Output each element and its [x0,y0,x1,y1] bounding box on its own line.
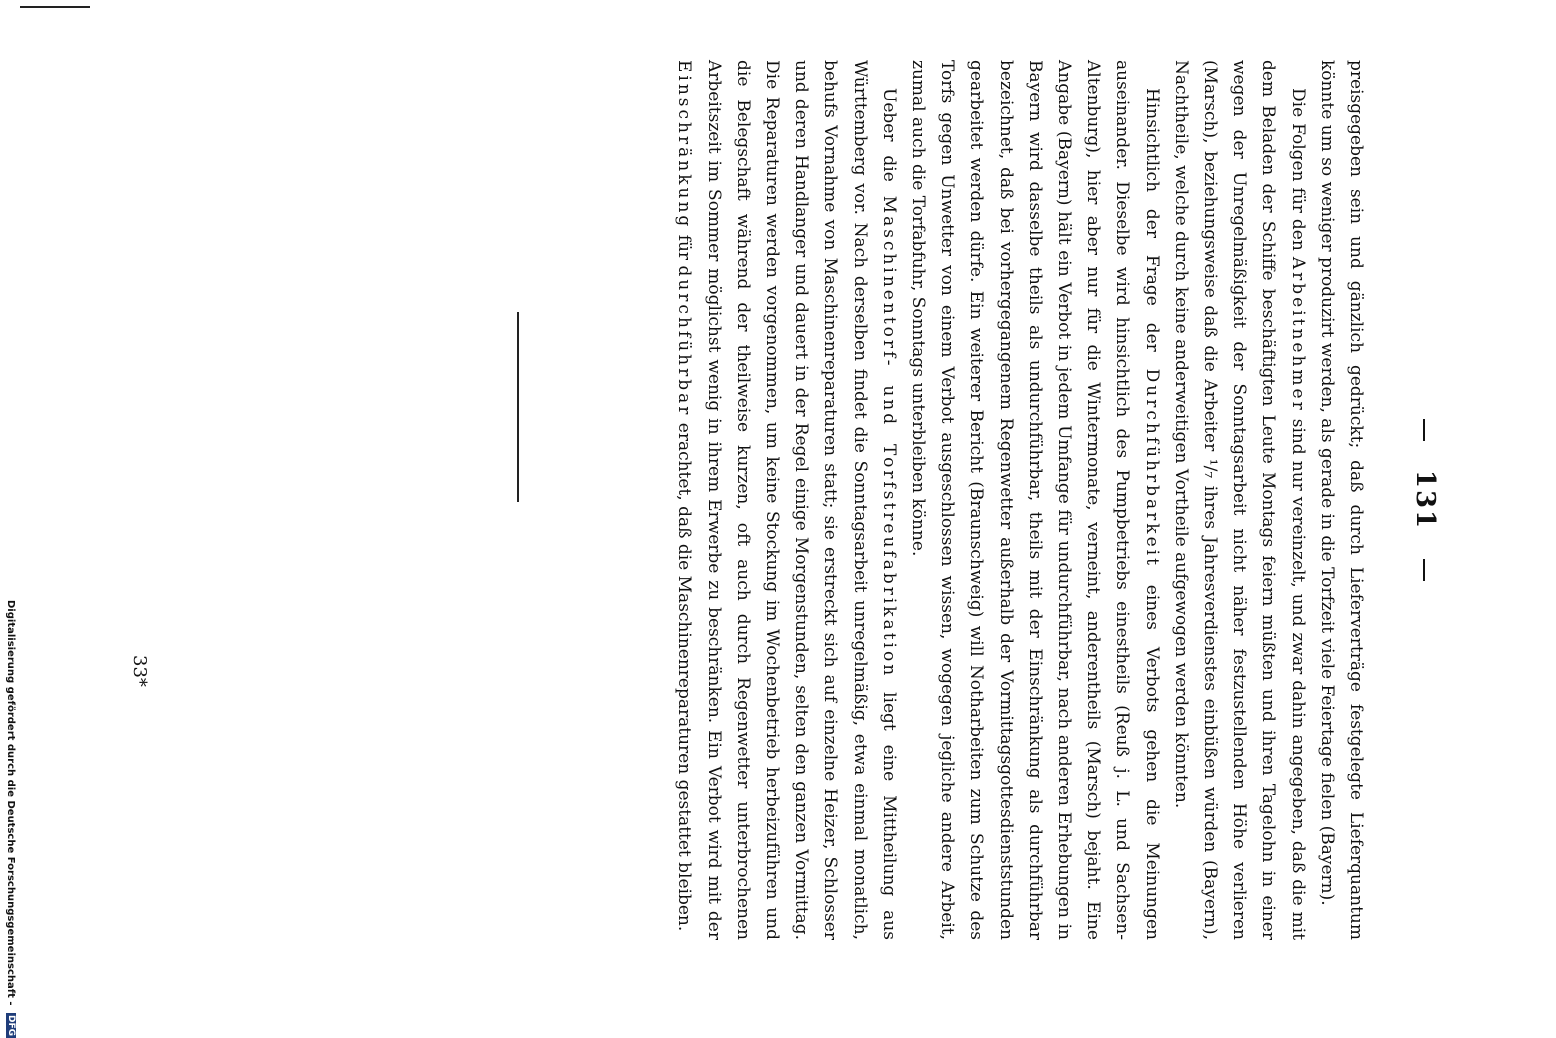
paragraph [903,60,1166,940]
paragraph-lead: Ueber die [878,88,899,182]
paragraph-lead: Die Folgen für den [1287,88,1308,251]
paragraph-emphasis: Einschränkung [674,60,695,230]
page-header [1400,0,1450,1000]
paragraph-emphasis: durchführbar [674,265,695,418]
paragraph [1166,60,1312,940]
paragraph-emphasis: Arbeitnehmer [1287,256,1308,413]
paragraph-text: liegt eine Mittheilung aus Württemberg vor. Nach derselben findet die Sonntagsarbeit unregelmäßig, etwa einmal monatlich, behufs Vornahme von Maschinenreparaturen statt; sie erstreckt sich auf einzelne Heizer, Schlosser und deren Handlanger und dauert in der Regel einige Morgenstunden, selten den ganzen Vormittag. Die Reparaturen werden vorgenommen, um keine Stockung im Wochenbetrieb herbeizuführen und die Belegschaft während der theilweise kurzen, oft auch durch Regenwetter unterbrochenen Arbeitszeit im Sommer möglichst wenig in ihrem Erwerbe zu beschränken. Ein Verbot wird mit der [703,60,899,940]
dfg-logo: DFG [6,1015,16,1037]
credit-text: Digitalisierung gefördert durch die Deutsche Forschungsgemeinschaft - [5,600,16,1006]
scan-artifact [20,0,90,8]
digitalisation-credit [0,600,20,1037]
paragraph-text: erachtet, daß die Maschinenreparaturen gestattet bleiben. [674,422,695,932]
paragraph [1312,60,1370,940]
page-number: 131 [1410,469,1440,531]
page-content [620,0,1450,1000]
rotated-page [620,0,1450,1000]
header-dash-right [1423,559,1425,581]
paragraph-text: für [674,234,695,261]
sheet-mark [120,655,160,695]
vertical-rule [517,312,519,502]
paragraph-emphasis: Maschinentorf- und Torfstreufabrikation [878,195,899,679]
header-dash-left [1423,419,1425,441]
paragraph-emphasis: Durchführbarkeit [1141,368,1162,568]
sheet-mark-text: 33* [129,655,150,687]
paragraph-text: sind nur vereinzelt, und zwar dahin angegeben, daß die mit dem Beladen der Schiffe beschäftigten Leute Montags feiern müßten und ihren Tagelohn in einer wegen der Unregelmäßigkeit der Sonntagsarbeit nicht näher festzustellenden Höhe verlieren (Marsch), beziehungsweise daß die Arbeiter ¹/₇ ihres Jahresverdienstes einbüßen würden (Bayern), Nachtheile, welche durch keine anderweitigen Vortheile aufgewogen werden könnten. [1170,60,1308,941]
paragraph-text: eines Verbots gehen die Meinungen auseinander. Dieselbe wird hinsichtlich des Pumpbetriebs einestheils (Reuß j. L. und Sachsen-Altenburg), hier aber nur für die Wintermonate, verneint, anderentheils (Marsch) bejaht. Eine Angabe (Bayern) hält ein Verbot in jedem Umfange für undurchführbar, nach anderen Erhebungen in Bayern wird dasselbe theils als undurchführbar, theils mit der Einschränkung als durchführbar bezeichnet, daß bei vorhergegangenem Regenwetter außerhalb der Vormittagsgottesdienststunden gearbeitet werden dürfe. Ein weiterer Bericht (Braunschweig) will Notharbeiten zum Schutze des Torfs gegen Unwetter von einem Verbot ausgeschlossen wissen, wogegen jegliche andere Arbeit, zumal auch die Torfabfuhr, Sonntags unterbleiben könne. [907,60,1162,940]
paragraph-lead: Hinsichtlich der Frage der [1141,88,1162,352]
paragraph-text: preisgegeben sein und gänzlich gedrückt; daß durch Lieferverträge festgelegte Lieferquantum könnte um so weniger produzirt werden, als gerade in die Torfzeit viele Feiertage fielen (Bayern). [1316,60,1366,940]
body-text [669,60,1370,940]
paragraph [669,60,903,940]
